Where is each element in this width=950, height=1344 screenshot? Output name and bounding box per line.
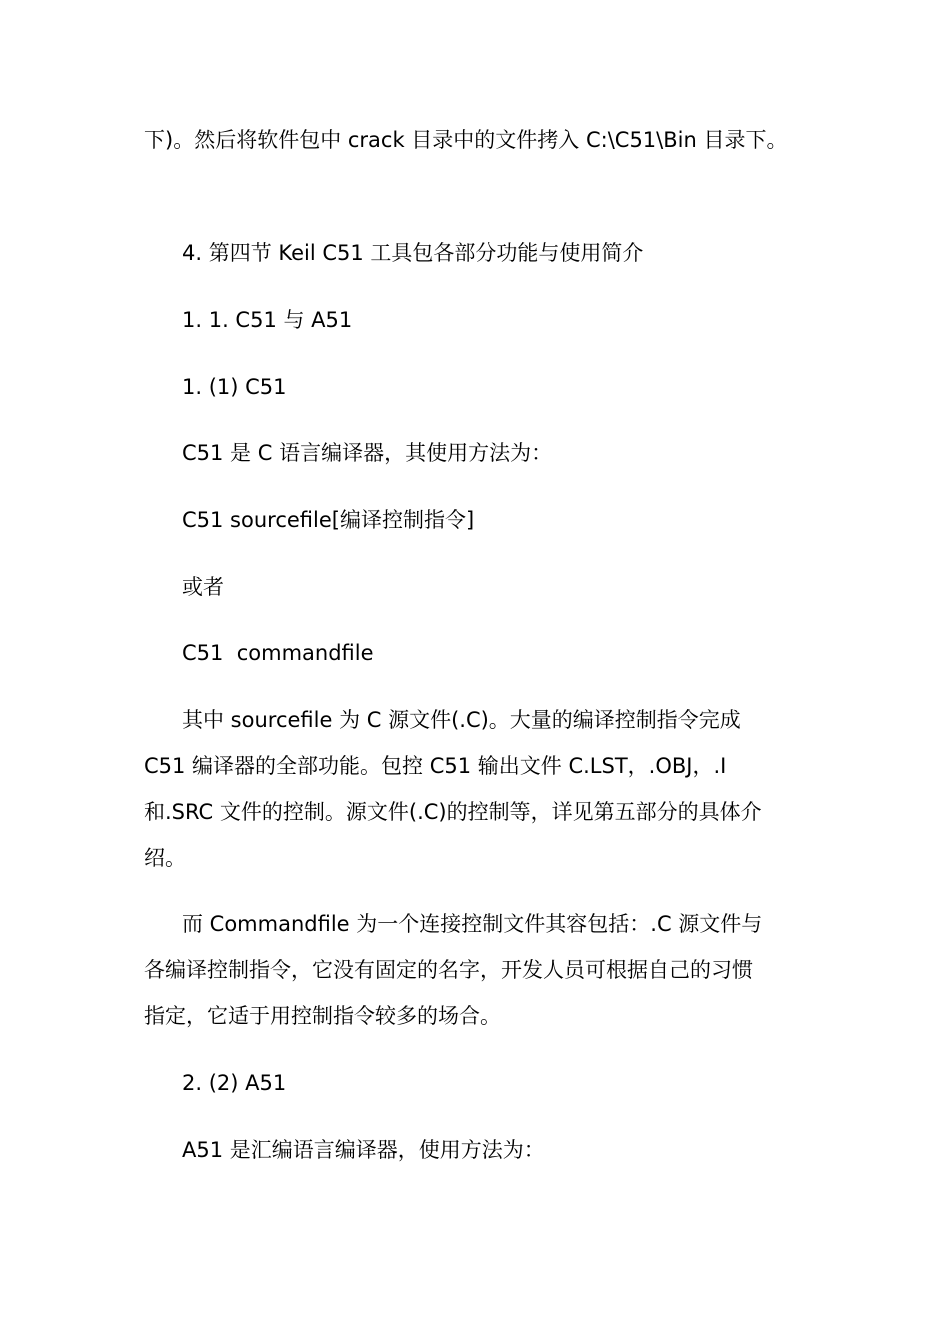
item-heading-a51: 2. (2) A51 <box>182 1071 287 1095</box>
paragraph-line: C51 编译器的全部功能。包控 C51 输出文件 C.LST，.OBJ，.I <box>144 754 727 778</box>
body-text: A51 是汇编语言编译器，使用方法为： <box>182 1138 545 1162</box>
paragraph-line: 指定，它适于用控制指令较多的场合。 <box>144 1004 501 1028</box>
section-heading: 4. 第四节 Keil C51 工具包各部分功能与使用简介 <box>182 241 644 265</box>
item-heading-c51: 1. (1) C51 <box>182 375 287 399</box>
paragraph-continuation: 下)。然后将软件包中 crack 目录中的文件拷入 C:\C51\Bin 目录下。 <box>144 128 788 152</box>
paragraph-line: 而 Commandfile 为一个连接控制文件其容包括：.C 源文件与 <box>182 912 763 936</box>
command-syntax: C51 sourcefile[编译控制指令] <box>182 508 475 532</box>
paragraph-line: 和.SRC 文件的控制。源文件(.C)的控制等，详见第五部分的具体介 <box>144 800 762 824</box>
body-text: C51 是 C 语言编译器，其使用方法为： <box>182 441 553 465</box>
body-text: 或者 <box>182 575 224 599</box>
paragraph-line: 其中 sourcefile 为 C 源文件(.C)。大量的编译控制指令完成 <box>182 708 741 732</box>
paragraph-line: 各编译控制指令，它没有固定的名字，开发人员可根据自己的习惯 <box>144 958 753 982</box>
paragraph-line: 绍。 <box>144 846 186 870</box>
command-syntax: C51 commandfile <box>182 641 374 665</box>
subsection-heading: 1. 1. C51 与 A51 <box>182 308 353 332</box>
